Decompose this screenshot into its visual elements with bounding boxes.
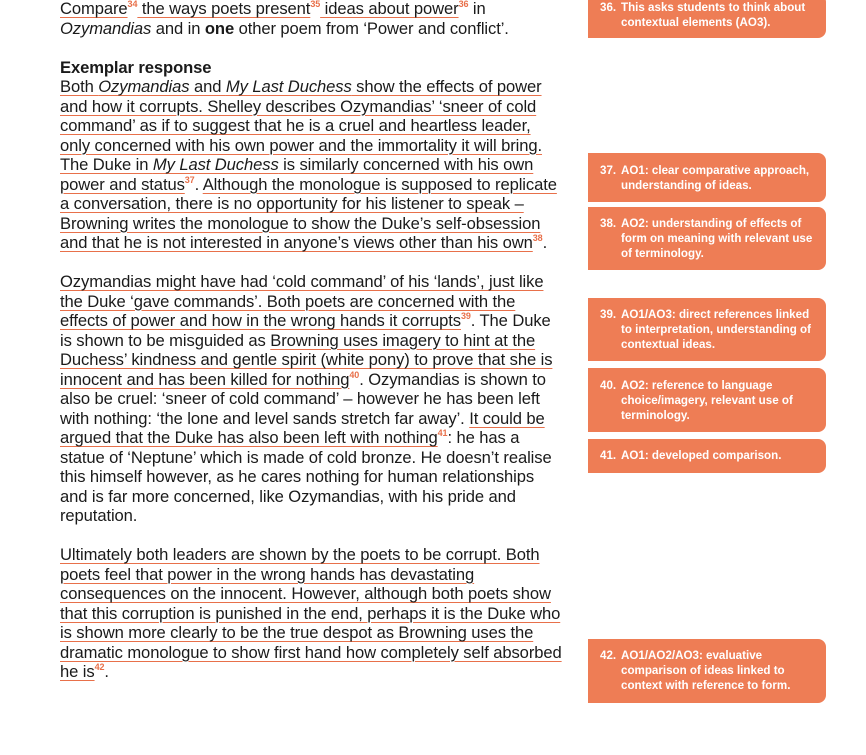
p1-title-duchess-2: My Last Duchess: [152, 155, 279, 174]
annotation-39: [588, 298, 826, 361]
p2-text-f: : he has a statue of ‘Neptune’ which is made of cold bronze. He doesn’t realise this himself however, as he cares nothing for human relationships and is far more concerned, like Ozymandias, with his pride and reputation.: [60, 428, 552, 525]
p1-text-c: and: [189, 77, 226, 96]
question-text-end: other poem from ‘Power and conflict’.: [234, 18, 509, 38]
footnote-ref-38: 38: [532, 233, 543, 243]
annotation-text: AO1: developed comparison.: [621, 449, 782, 462]
p2-text-e: It could be argued that the Duke has also been left with nothing: [60, 408, 545, 447]
spacer: [60, 38, 565, 58]
footnote-ref-35: 35: [310, 0, 321, 9]
question-text-in: in: [468, 0, 486, 18]
p3-text-b: .: [104, 662, 109, 681]
p1-text-e: show the effects of power and how it corrupts. Shelley describes Ozymandias’ ‘sneer of cold command’ as if to suggest that he is a cruel and heartless leader, only concerned with his own power and the immortality it will bring. The Duke in: [60, 77, 543, 174]
annotation-number: 38.: [600, 217, 617, 230]
footnote-ref-40: 40: [349, 369, 360, 380]
annotation-number: 41.: [600, 449, 617, 462]
annotation-number: 42.: [600, 649, 617, 662]
annotation-number: 39.: [600, 308, 617, 321]
p2-text-a: Ozymandias might have had ‘cold command’ of his ‘lands’, just like the Duke ‘gave commands’. Both poets are concerned with the effects of power and how in the wrong hands it corrupts: [60, 272, 544, 330]
question-text: [60, 0, 565, 38]
annotation-text: AO1/AO2/AO3: evaluative comparison of ideas linked to context with reference to form.: [621, 649, 791, 692]
p1-text-j: .: [542, 233, 548, 252]
annotation-text: AO2: reference to language choice/imagery, relevant use of terminology.: [621, 379, 793, 422]
p2-text-d: . Ozymandias is shown to also be cruel: ‘sneer of cold command’ – however he has been left with nothing: ‘the lone and level sands stretch far away’.: [60, 369, 546, 428]
question-phrase-compare: Compare: [60, 0, 128, 18]
p2-text-b: . The Duke is shown to be misguided as: [60, 311, 551, 350]
footnote-ref-39: 39: [460, 311, 471, 321]
annotation-number: 40.: [600, 379, 617, 392]
footnote-ref-42: 42: [94, 662, 105, 672]
p2-text-c: Browning uses imagery to hint at the Duchess’ kindness and gentle spirit (white pony) to prove that she is innocent and has been killed for nothing: [60, 330, 553, 389]
annotation-text: This asks students to think about contextual elements (AO3).: [621, 1, 806, 29]
paragraph-3: [60, 545, 565, 682]
annotation-42: [588, 639, 826, 703]
section-heading: Exemplar response: [60, 57, 212, 77]
poem-title-ozymandias: Ozymandias: [60, 18, 152, 38]
footnote-ref-36: 36: [458, 0, 469, 9]
p3-text-a: Ultimately both leaders are shown by the poets to be corrupt. Both poets feel that power in the wrong hands has devastating consequences on the innocent. However, although both poets show that this corruption is punished in the end, perhaps it is the Duke who is shown more clearly to be the true despot as Browning uses the dramatic monologue to show first hand how completely self absorbed he is: [60, 545, 562, 681]
annotation-text: AO2: understanding of effects of form on meaning with relevant use of terminology.: [621, 217, 813, 260]
p1-text-a: Both: [60, 77, 99, 96]
annotation-text: AO1/AO3: direct references linked to interpretation, understanding of contextual ideas.: [621, 308, 812, 351]
annotation-41: [588, 439, 826, 473]
footnote-ref-37: 37: [184, 174, 195, 185]
spacer: [60, 253, 565, 273]
p1-text-h: .: [194, 174, 203, 194]
annotation-40: [588, 368, 826, 432]
footnote-ref-34: 34: [127, 0, 138, 9]
p1-title-ozymandias: Ozymandias: [98, 77, 190, 96]
paragraph-2: [60, 272, 565, 526]
annotation-number: 37.: [600, 164, 617, 177]
annotation-38: [588, 207, 826, 270]
spacer: [60, 526, 565, 546]
paragraph-1: [60, 77, 565, 253]
question-phrase-power: ideas about power: [320, 0, 459, 18]
question-text-and: and in: [151, 18, 205, 38]
annotation-number: 36.: [600, 1, 617, 14]
annotation-36: [588, 0, 826, 38]
question-phrase-poets: the ways poets present: [137, 0, 311, 18]
p1-text-g: is similarly concerned with his own power and status: [60, 155, 534, 194]
p1-text-i: Although the monologue is supposed to replicate a conversation, there is no opportunity for his listener to speak – Browning writes the monologue to show the Duke’s self-obsession and that he is not interested in anyone’s views other than his own: [60, 174, 557, 252]
annotation-text: AO1: clear comparative approach, understanding of ideas.: [621, 164, 810, 192]
p1-title-duchess: My Last Duchess: [225, 77, 352, 96]
footnote-ref-41: 41: [437, 428, 448, 438]
question-text-one: one: [204, 18, 235, 38]
annotation-37: [588, 153, 826, 202]
response-column: [60, 0, 565, 682]
